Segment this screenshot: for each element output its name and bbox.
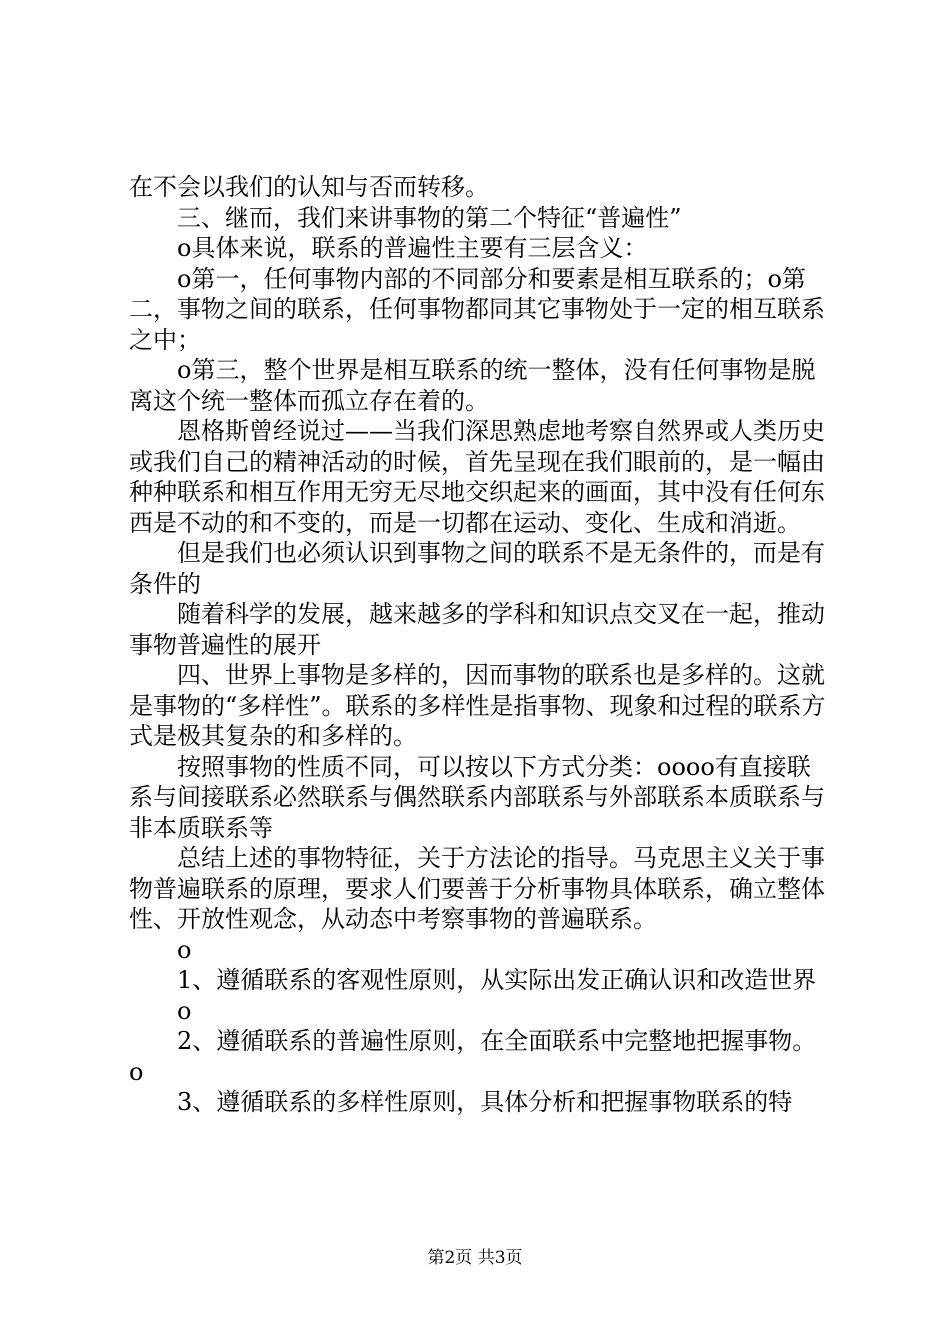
bullet-marker: o	[177, 996, 192, 1025]
paragraph: 总结上述的事物特征，关于方法论的指导。马克思主义关于事物普遍联系的原理，要求人们要善于分析事物具体联系，确立整体性、开放性观念，从动态中考察事物的普遍联系。	[129, 844, 825, 933]
bullet-marker: o	[129, 1057, 144, 1086]
paragraph: o具体来说，联系的普遍性主要有三层含义：	[177, 234, 648, 262]
principle-item: 3、遵循联系的多样性原则，具体分析和把握事物联系的特	[177, 1088, 793, 1116]
paragraph: 但是我们也必须认识到事物之间的联系不是无条件的，而是有条件的	[129, 539, 825, 598]
paragraph: 随着科学的发展，越来越多的学科和知识点交叉在一起，推动事物普遍性的展开	[129, 600, 825, 659]
paragraph: o第一，任何事物内部的不同部分和要素是相互联系的；o第二，事物之间的联系，任何事物都同其它事物处于一定的相互联系之中；	[129, 264, 825, 354]
paragraph: o第三，整个世界是相互联系的统一整体，没有任何事物是脱离这个统一整体而孤立存在着的。	[129, 356, 816, 415]
bullet-marker: o	[177, 935, 192, 964]
paragraph: 四、世界上事物是多样的，因而事物的联系也是多样的。这就是事物的“多样性”。联系的多样性是指事物、现象和过程的联系方式是极其复杂的和多样的。	[129, 661, 826, 750]
principle-item: 1、遵循联系的客观性原则，从实际出发正确认识和改造世界	[177, 966, 817, 994]
paragraph: 按照事物的性质不同，可以按以下方式分类：oooo有直接联系与间接联系必然联系与偶然联系内部联系与外部联系本质联系与非本质联系等	[129, 752, 825, 842]
paragraph: 三、继而，我们来讲事物的第二个特征“普遍性”	[177, 203, 682, 232]
page-footer: 第2页 共3页	[427, 1248, 523, 1268]
principle-item: 2、遵循联系的普遍性原则，在全面联系中完整地把握事物。	[177, 1027, 817, 1055]
body-text	[129, 172, 829, 1118]
paragraph: 恩格斯曾经说过——当我们深思熟虑地考察自然界或人类历史或我们自己的精神活动的时候，首先呈现在我们眼前的，是一幅由种种联系和相互作用无穷无尽地交织起来的画面，其中没有任何东西是不动的和不变的，而是一切都在运动、变化、生成和消逝。	[129, 417, 825, 537]
paragraph: 在不会以我们的认知与否而转移。	[129, 173, 489, 201]
